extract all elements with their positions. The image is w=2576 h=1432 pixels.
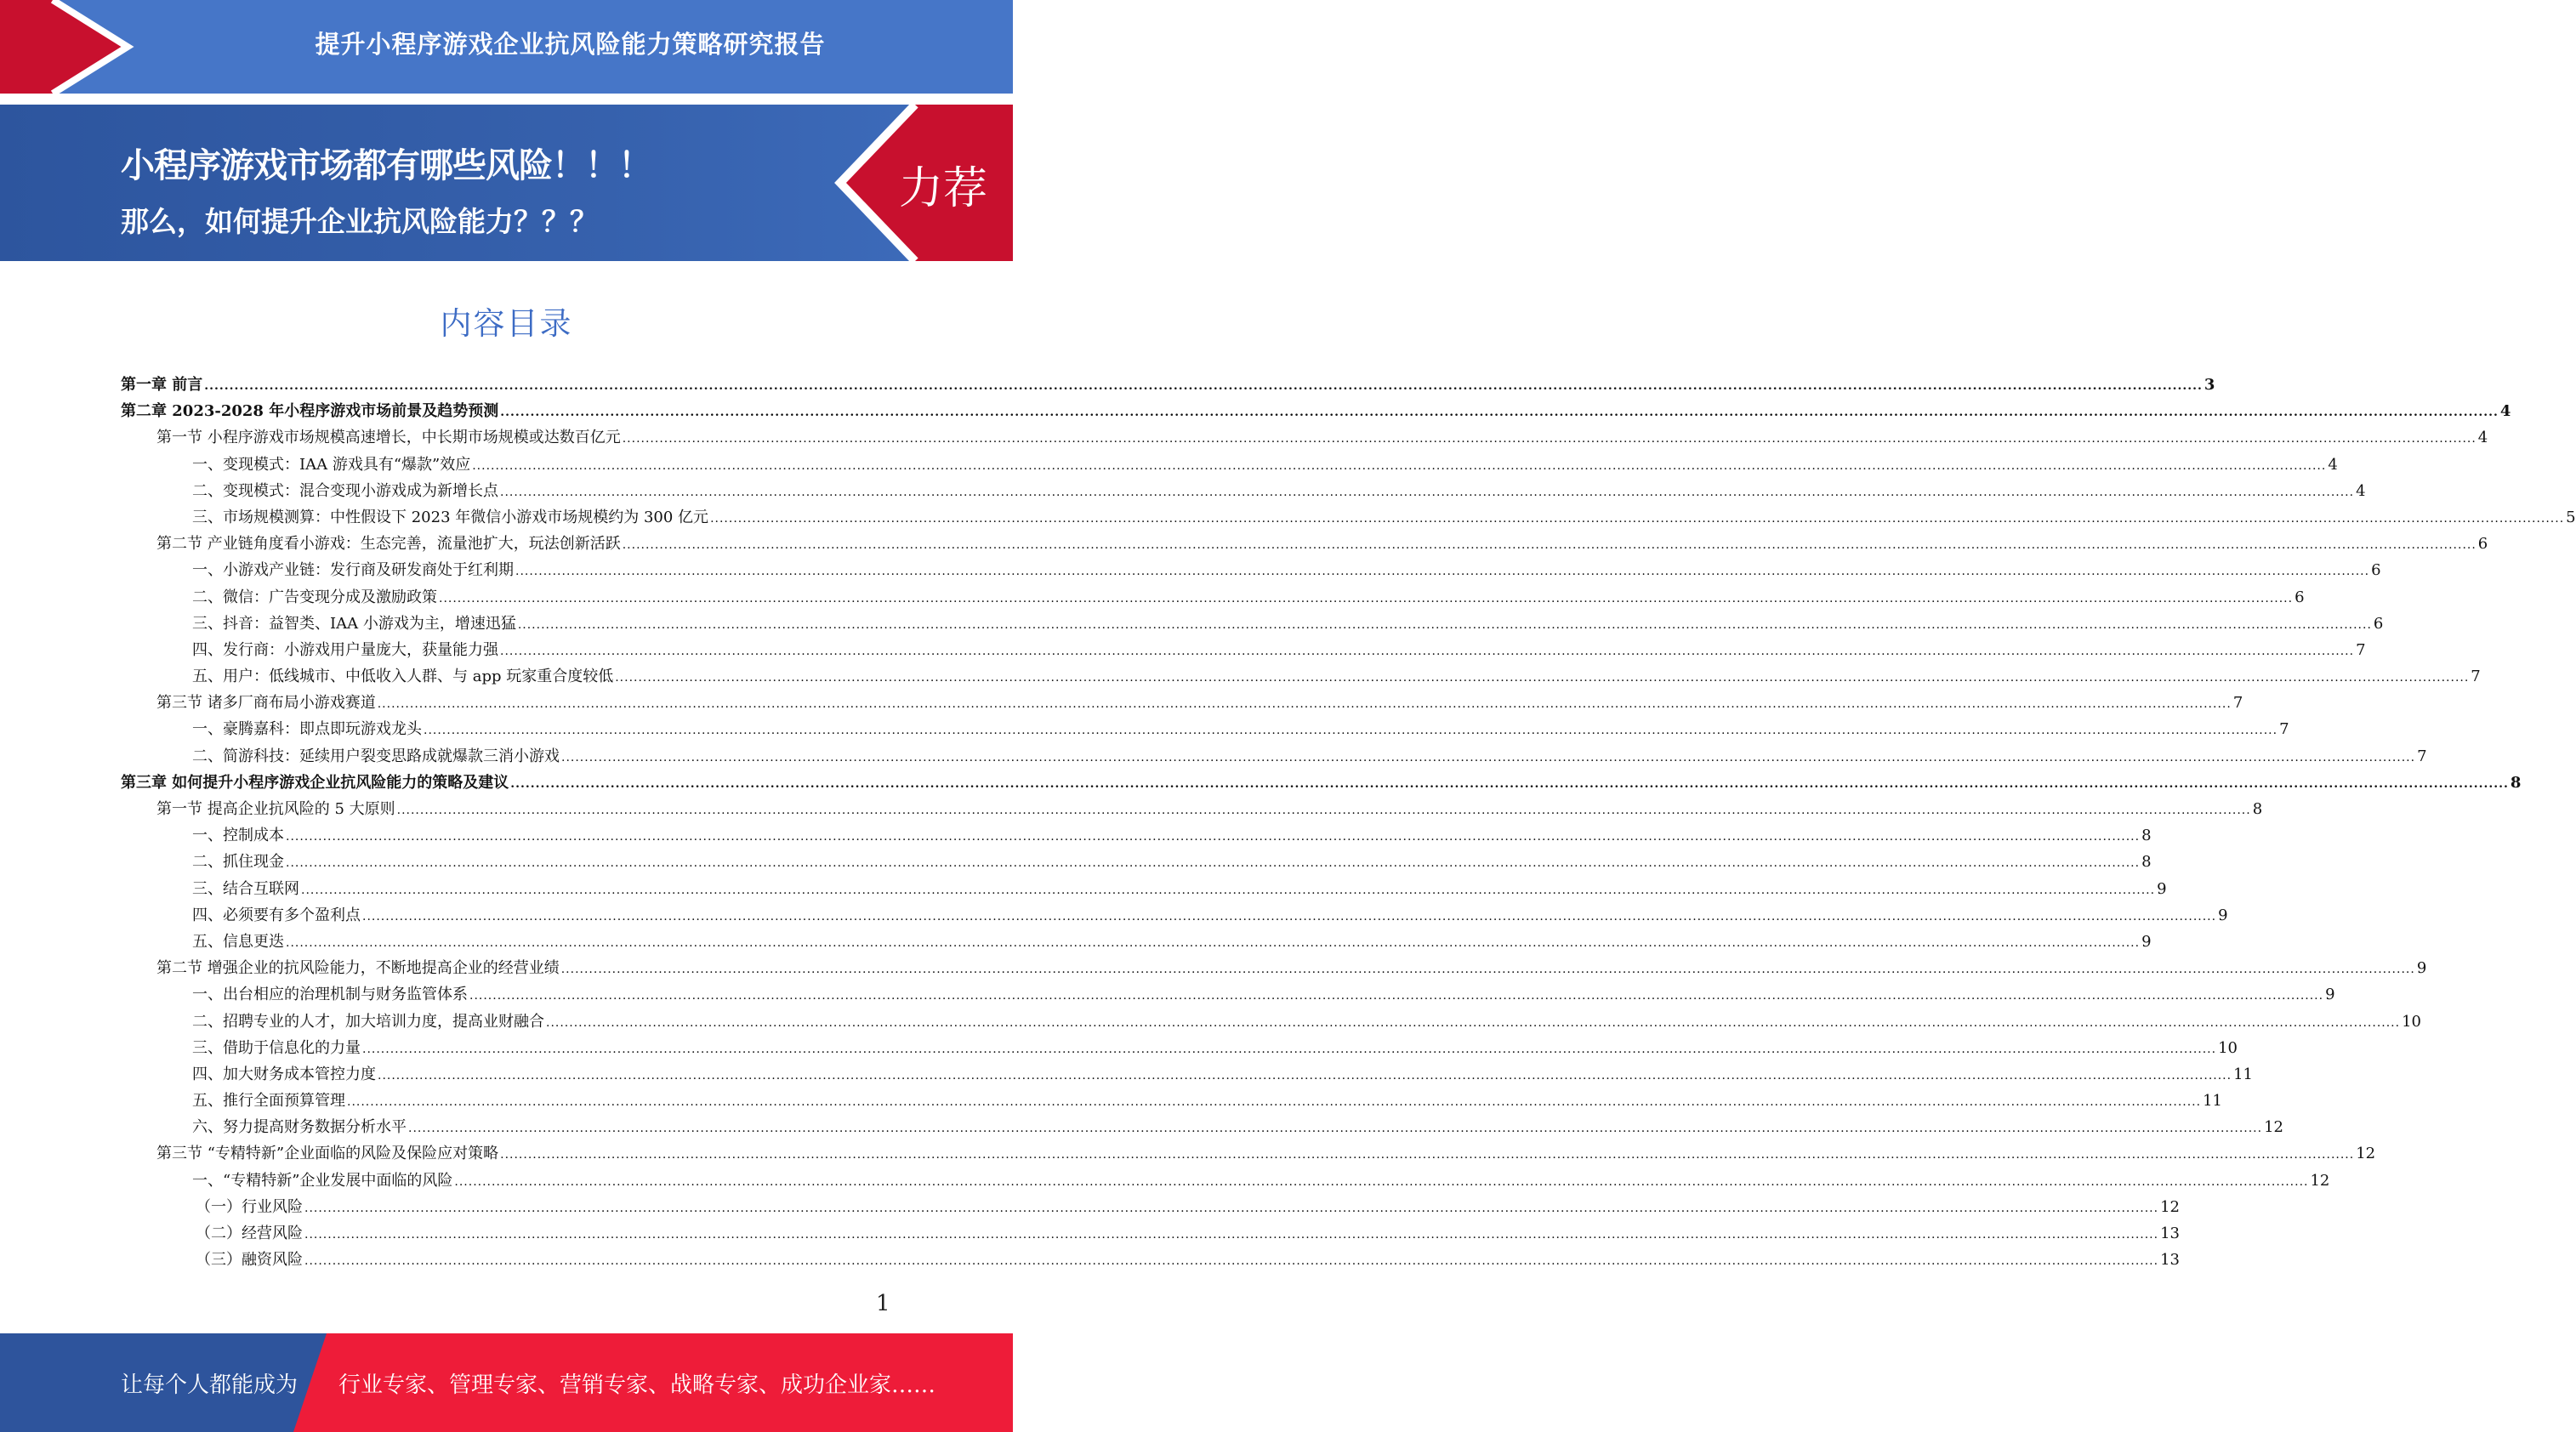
toc-entry-text: 一、变现模式：IAA 游戏具有“爆款”效应	[192, 455, 471, 474]
toc-entry-page: 7	[2356, 640, 2366, 659]
toc-leader-dots: ................................................................................................................................................................................................................................................................................................................................................................................................................	[622, 432, 2476, 446]
toc-entry[interactable]	[121, 398, 2511, 424]
toc-entry-page: 6	[2295, 588, 2305, 606]
toc-list	[121, 372, 2576, 1273]
toc-entry[interactable]	[121, 1168, 2330, 1194]
toc-entry-text: 三、市场规模测算：中性假设下 2023 年微信小游戏市场规模约为 300 亿元	[192, 508, 709, 526]
footer-slogan-left: 让每个人都能成为	[121, 1372, 299, 1398]
toc-entry-page: 12	[2160, 1197, 2180, 1216]
toc-entry-page: 11	[2203, 1092, 2222, 1111]
toc-leader-dots: ................................................................................................................................................................................................................................................................................................................................................................................................................	[286, 856, 2141, 871]
toc-entry-text: 一、出台相应的治理机制与财务监管体系	[192, 986, 468, 1004]
toc-leader-dots: ................................................................................................................................................................................................................................................................................................................................................................................................................	[615, 671, 2470, 685]
toc-entry-text: 一、控制成本	[192, 827, 284, 845]
toc-entry-page: 8	[2141, 827, 2152, 845]
toc-leader-dots: ................................................................................................................................................................................................................................................................................................................................................................................................................	[510, 776, 2509, 791]
toc-entry-text: 一、豪腾嘉科：即点即玩游戏龙头	[192, 720, 422, 739]
toc-entry-page: 3	[2204, 376, 2215, 394]
toc-entry[interactable]	[121, 611, 2384, 637]
toc-entry-page: 12	[2356, 1145, 2376, 1163]
toc-entry-text: 四、必须要有多个盈利点	[192, 906, 361, 924]
toc-entry-text: 第二节 产业链角度看小游戏：生态完善，流量池扩大，玩法创新活跃	[156, 535, 621, 554]
toc-leader-dots: ................................................................................................................................................................................................................................................................................................................................................................................................................	[500, 644, 2355, 658]
hero-banner	[0, 105, 1013, 261]
toc-entry-page: 6	[2373, 614, 2384, 633]
toc-leader-dots: ................................................................................................................................................................................................................................................................................................................................................................................................................	[561, 750, 2416, 764]
toc-leader-dots: ................................................................................................................................................................................................................................................................................................................................................................................................................	[517, 617, 2372, 632]
toc-entry-text: 二、微信：广告变现分成及激励政策	[192, 588, 437, 606]
toc-entry-text: 第二节 增强企业的抗风险能力，不断地提高企业的经营业绩	[156, 959, 560, 978]
toc-entry-text: 第三章 如何提升小程序游戏企业抗风险能力的策略及建议	[121, 773, 509, 792]
toc-entry[interactable]	[121, 981, 2335, 1008]
toc-leader-dots: ................................................................................................................................................................................................................................................................................................................................................................................................................	[500, 406, 2499, 420]
toc-leader-dots: ................................................................................................................................................................................................................................................................................................................................................................................................................	[377, 697, 2232, 712]
toc-leader-dots: ................................................................................................................................................................................................................................................................................................................................................................................................................	[500, 1148, 2355, 1162]
toc-leader-dots: ................................................................................................................................................................................................................................................................................................................................................................................................................	[515, 565, 2370, 579]
toc-entry-text: 第一节 小程序游戏市场规模高速增长，中长期市场规模或达数百亿元	[156, 429, 621, 447]
toc-leader-dots: ................................................................................................................................................................................................................................................................................................................................................................................................................	[378, 1068, 2232, 1083]
toc-entry-text: 第一章 前言	[121, 376, 203, 394]
toc-entry[interactable]	[121, 743, 2427, 770]
red-chevron-icon	[0, 0, 128, 94]
toc-entry-text: 三、借助于信息化的力量	[192, 1038, 361, 1057]
toc-entry[interactable]	[121, 1035, 2238, 1061]
toc-leader-dots: ................................................................................................................................................................................................................................................................................................................................................................................................................	[500, 485, 2355, 499]
toc-entry-page: 6	[2371, 561, 2381, 580]
toc-entry-page: 13	[2160, 1225, 2180, 1242]
toc-leader-dots: ................................................................................................................................................................................................................................................................................................................................................................................................................	[301, 883, 2156, 897]
toc-entry-page: 12	[2310, 1171, 2330, 1190]
toc-entry-page: 10	[2218, 1038, 2238, 1057]
toc-entry[interactable]	[121, 690, 2243, 716]
toc-entry[interactable]	[121, 1140, 2376, 1167]
toc-entry[interactable]	[121, 1061, 2253, 1088]
toc-entry-text: （二）经营风险	[196, 1225, 303, 1242]
toc-leader-dots: ................................................................................................................................................................................................................................................................................................................................................................................................................	[304, 1228, 2159, 1242]
toc-leader-dots: ................................................................................................................................................................................................................................................................................................................................................................................................................	[408, 1122, 2263, 1136]
footer-bar	[0, 1333, 1013, 1432]
footer-slogan-right: 行业专家、管理专家、营销专家、战略专家、成功企业家……	[338, 1372, 936, 1398]
toc-entry-page: 9	[2218, 906, 2228, 924]
toc-leader-dots: ................................................................................................................................................................................................................................................................................................................................................................................................................	[304, 1201, 2159, 1215]
toc-entry-page: 9	[2325, 986, 2335, 1004]
toc-entry[interactable]	[121, 1114, 2283, 1140]
toc-title: 内容目录	[440, 305, 573, 342]
toc-entry-page: 8	[2141, 853, 2152, 872]
toc-entry-text: 第三节 “专精特新”企业面临的风险及保险应对策略	[156, 1145, 499, 1163]
toc-leader-dots: ................................................................................................................................................................................................................................................................................................................................................................................................................	[439, 591, 2294, 605]
toc-entry[interactable]	[121, 1247, 2180, 1273]
toc-entry[interactable]	[121, 1220, 2180, 1247]
toc-entry[interactable]	[121, 849, 2152, 875]
toc-entry[interactable]	[121, 452, 2338, 478]
toc-entry[interactable]	[121, 876, 2167, 902]
toc-entry-page: 9	[2157, 879, 2167, 898]
toc-entry-page: 7	[2417, 747, 2427, 765]
toc-entry-text: 三、结合互联网	[192, 879, 299, 898]
toc-leader-dots: ................................................................................................................................................................................................................................................................................................................................................................................................................	[304, 1254, 2159, 1269]
toc-entry-page: 11	[2233, 1065, 2253, 1083]
toc-leader-dots: ................................................................................................................................................................................................................................................................................................................................................................................................................	[454, 1174, 2309, 1189]
toc-entry-page: 6	[2477, 535, 2488, 554]
toc-entry-text: 二、简游科技：延续用户裂变思路成就爆款三消小游戏	[192, 747, 560, 765]
toc-entry[interactable]	[121, 796, 2263, 822]
toc-entry-text: 二、抓住现金	[192, 853, 284, 872]
toc-entry-page: 12	[2264, 1118, 2283, 1137]
toc-leader-dots: ................................................................................................................................................................................................................................................................................................................................................................................................................	[424, 724, 2278, 738]
toc-entry-text: 二、变现模式：混合变现小游戏成为新增长点	[192, 481, 498, 500]
toc-entry-page: 4	[2328, 455, 2338, 474]
toc-entry-page: 13	[2160, 1251, 2180, 1270]
toc-leader-dots: ................................................................................................................................................................................................................................................................................................................................................................................................................	[560, 963, 2415, 977]
toc-entry-page: 10	[2402, 1012, 2421, 1031]
toc-entry[interactable]	[121, 424, 2488, 451]
toc-entry-page: 9	[2141, 932, 2152, 951]
toc-entry[interactable]	[121, 770, 2522, 796]
toc-entry[interactable]	[121, 557, 2381, 583]
toc-entry[interactable]	[121, 478, 2366, 504]
page-number: 1	[876, 1291, 890, 1316]
toc-entry-text: （三）融资风险	[196, 1251, 303, 1270]
toc-entry[interactable]	[121, 372, 2215, 398]
toc-leader-dots: ................................................................................................................................................................................................................................................................................................................................................................................................................	[710, 511, 2565, 526]
toc-entry-text: 五、推行全面预算管理	[192, 1092, 345, 1111]
toc-entry[interactable]	[121, 1009, 2421, 1035]
recommend-badge: 力荐	[898, 163, 987, 214]
toc-entry-text: 第一节 提高企业抗风险的 5 大原则	[156, 800, 395, 818]
toc-entry-text: 六、努力提高财务数据分析水平	[192, 1118, 407, 1137]
toc-entry[interactable]	[121, 822, 2152, 849]
toc-entry-text: 一、小游戏产业链：发行商及研发商处于红利期	[192, 561, 514, 580]
toc-entry-text: 第二章 2023-2028 年小程序游戏市场前景及趋势预测	[121, 402, 499, 421]
toc-leader-dots: ................................................................................................................................................................................................................................................................................................................................................................................................................	[286, 830, 2141, 844]
toc-leader-dots: ................................................................................................................................................................................................................................................................................................................................................................................................................	[622, 538, 2476, 553]
toc-entry-text: 第三节 诸多厂商布局小游戏赛道	[156, 694, 376, 713]
toc-leader-dots: ................................................................................................................................................................................................................................................................................................................................................................................................................	[347, 1095, 2202, 1110]
toc-leader-dots: ................................................................................................................................................................................................................................................................................................................................................................................................................	[546, 1015, 2401, 1030]
toc-entry[interactable]	[121, 716, 2289, 742]
toc-entry-page: 4	[2477, 429, 2488, 447]
report-header-bar	[0, 0, 1013, 94]
toc-entry[interactable]	[121, 637, 2366, 663]
toc-leader-dots: ................................................................................................................................................................................................................................................................................................................................................................................................................	[469, 989, 2324, 1003]
toc-entry-page: 5	[2566, 508, 2576, 526]
toc-entry[interactable]	[121, 1088, 2222, 1114]
toc-leader-dots: ................................................................................................................................................................................................................................................................................................................................................................................................................	[286, 935, 2141, 950]
toc-entry[interactable]	[121, 1194, 2180, 1220]
toc-entry[interactable]	[121, 902, 2228, 929]
toc-leader-dots: ................................................................................................................................................................................................................................................................................................................................................................................................................	[362, 1042, 2217, 1056]
toc-leader-dots: ................................................................................................................................................................................................................................................................................................................................................................................................................	[396, 804, 2251, 817]
toc-leader-dots: ................................................................................................................................................................................................................................................................................................................................................................................................................	[204, 379, 2203, 393]
toc-entry-page: 9	[2416, 959, 2427, 978]
toc-entry-text: 四、发行商：小游戏用户量庞大，获量能力强	[192, 640, 498, 659]
toc-entry[interactable]	[121, 531, 2488, 557]
toc-entry-page: 4	[2356, 481, 2366, 500]
toc-entry-page: 7	[2279, 720, 2289, 739]
toc-entry-text: 一、“专精特新”企业发展中面临的风险	[192, 1171, 453, 1190]
toc-entry-text: 五、信息更迭	[192, 932, 284, 951]
toc-entry-text: 五、用户：低线城市、中低收入人群、与 app 玩家重合度较低	[192, 668, 614, 686]
toc-entry-text: 四、加大财务成本管控力度	[192, 1065, 376, 1083]
banner-subheadline: 那么，如何提升企业抗风险能力？？？	[121, 205, 598, 238]
toc-entry-text: 三、抖音：益智类、IAA 小游戏为主，增速迅猛	[192, 614, 516, 633]
report-title: 提升小程序游戏企业抗风险能力策略研究报告	[315, 30, 826, 59]
toc-entry[interactable]	[121, 929, 2152, 955]
toc-entry-text: 二、招聘专业的人才，加大培训力度，提高业财融合	[192, 1012, 544, 1031]
toc-entry[interactable]	[121, 504, 2576, 531]
toc-entry-text: （一）行业风险	[196, 1197, 303, 1216]
toc-entry[interactable]	[121, 955, 2427, 981]
banner-headline: 小程序游戏市场都有哪些风险！！！	[121, 146, 651, 185]
toc-entry-page: 8	[2252, 800, 2263, 818]
toc-entry-page: 7	[2471, 668, 2481, 686]
toc-leader-dots: ................................................................................................................................................................................................................................................................................................................................................................................................................	[362, 909, 2217, 923]
toc-entry-page: 4	[2499, 402, 2511, 421]
toc-entry[interactable]	[121, 663, 2481, 690]
toc-entry-page: 7	[2232, 694, 2243, 713]
toc-leader-dots: ................................................................................................................................................................................................................................................................................................................................................................................................................	[472, 458, 2327, 473]
toc-entry-page: 8	[2510, 773, 2522, 792]
toc-entry[interactable]	[121, 584, 2305, 611]
